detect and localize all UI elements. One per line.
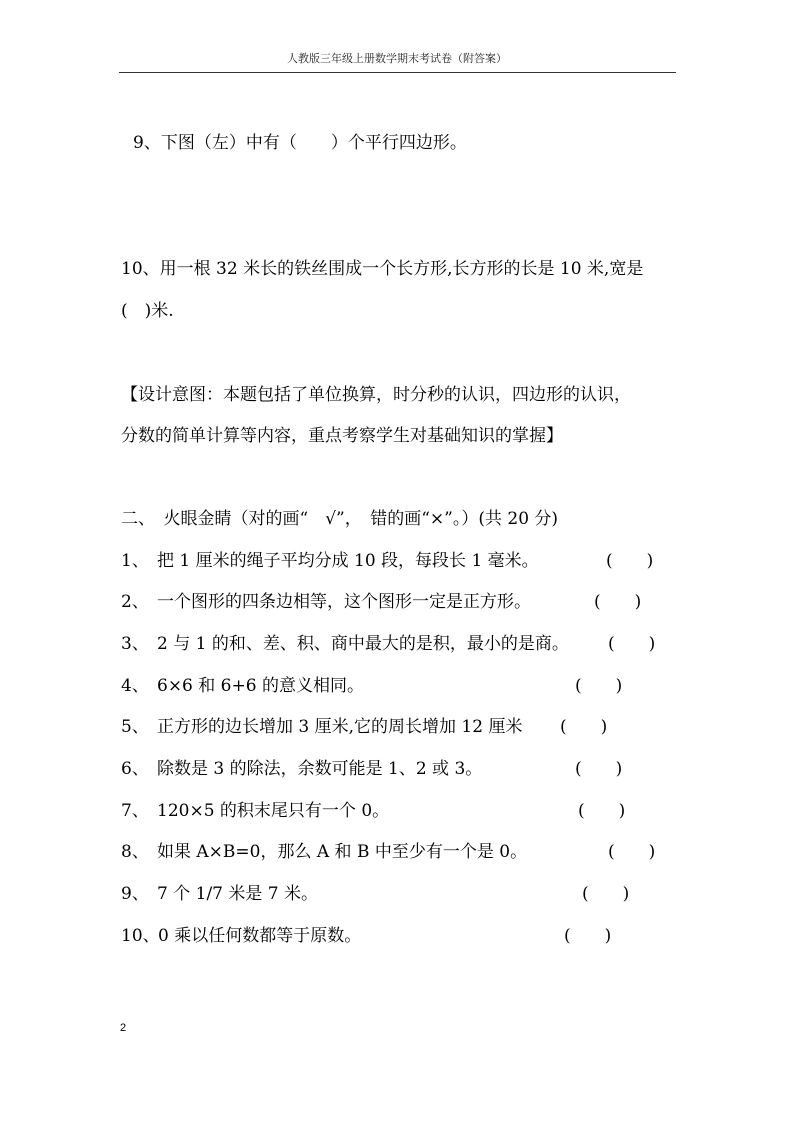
true-false-item xyxy=(121,842,527,862)
item-number: 3、 xyxy=(121,634,149,654)
question-10-line-2: ( )米. xyxy=(121,301,174,321)
item-number: 7、 xyxy=(121,801,149,821)
true-false-item xyxy=(121,634,569,654)
true-false-item xyxy=(121,884,318,904)
item-number: 8、 xyxy=(121,842,149,862)
true-false-item xyxy=(121,717,522,737)
true-false-item xyxy=(121,676,364,696)
page-header-title: 人教版三年级上册数学期末考试卷（附答案） xyxy=(287,52,507,65)
item-number: 4、 xyxy=(121,676,149,696)
answer-blank[interactable]: ( ) xyxy=(564,926,612,946)
item-number: 2、 xyxy=(121,592,149,612)
item-text: 把 1 厘米的绳子平均分成 10 段，每段长 1 毫米。 xyxy=(157,551,539,571)
true-false-item xyxy=(121,926,361,946)
page-number: 2 xyxy=(120,1022,127,1034)
item-number: 1、 xyxy=(121,551,149,571)
answer-blank[interactable]: ( ) xyxy=(575,759,623,779)
item-number: 6、 xyxy=(121,759,149,779)
true-false-item xyxy=(121,759,482,779)
item-text: 6×6 和 6+6 的意义相同。 xyxy=(157,676,364,696)
item-number: 5、 xyxy=(121,717,149,737)
item-text: 120×5 的积末尾只有一个 0。 xyxy=(157,801,390,821)
item-text: 除数是 3 的除法，余数可能是 1、2 或 3。 xyxy=(157,759,483,779)
item-text: 7 个 1/7 米是 7 米。 xyxy=(157,884,319,904)
item-text: 如果 A×B=0，那么 A 和 B 中至少有一个是 0。 xyxy=(157,842,528,862)
design-intent-line-2: 分数的简单计算等内容，重点考察学生对基础知识的掌握】 xyxy=(121,426,563,446)
item-text: 正方形的边长增加 3 厘米,它的周长增加 12 厘米 xyxy=(157,717,523,737)
true-false-item xyxy=(121,801,389,821)
question-10-line-1: 10、用一根 32 米长的铁丝围成一个长方形,长方形的长是 10 米,宽是 xyxy=(121,259,644,279)
answer-blank[interactable]: ( ) xyxy=(575,676,623,696)
answer-blank[interactable]: ( ) xyxy=(594,592,642,612)
answer-blank[interactable]: ( ) xyxy=(578,801,626,821)
item-number: 10、 xyxy=(121,926,160,946)
answer-blank[interactable]: ( ) xyxy=(560,717,608,737)
item-text: 2 与 1 的和、差、积、商中最大的是积，最小的是商。 xyxy=(157,634,569,654)
item-text: 0 乘以任何数都等于原数。 xyxy=(158,926,362,946)
header-divider xyxy=(119,72,676,73)
item-number: 9、 xyxy=(121,884,149,904)
answer-blank[interactable]: ( ) xyxy=(608,634,656,654)
item-text: 一个图形的四条边相等，这个图形一定是正方形。 xyxy=(157,592,531,612)
answer-blank[interactable]: ( ) xyxy=(582,884,630,904)
design-intent-line-1: 【设计意图：本题包括了单位换算，时分秒的认识，四边形的认识， xyxy=(121,385,631,405)
section-2-heading: 二、 火眼金睛（对的画“ √”， 错的画“×”。）(共 20 分) xyxy=(121,509,559,529)
answer-blank[interactable]: ( ) xyxy=(608,842,656,862)
answer-blank[interactable]: ( ) xyxy=(606,551,654,571)
true-false-item xyxy=(121,551,539,571)
true-false-item xyxy=(121,592,531,612)
question-9: 9、下图（左）中有（ ）个平行四边形。 xyxy=(133,133,467,153)
